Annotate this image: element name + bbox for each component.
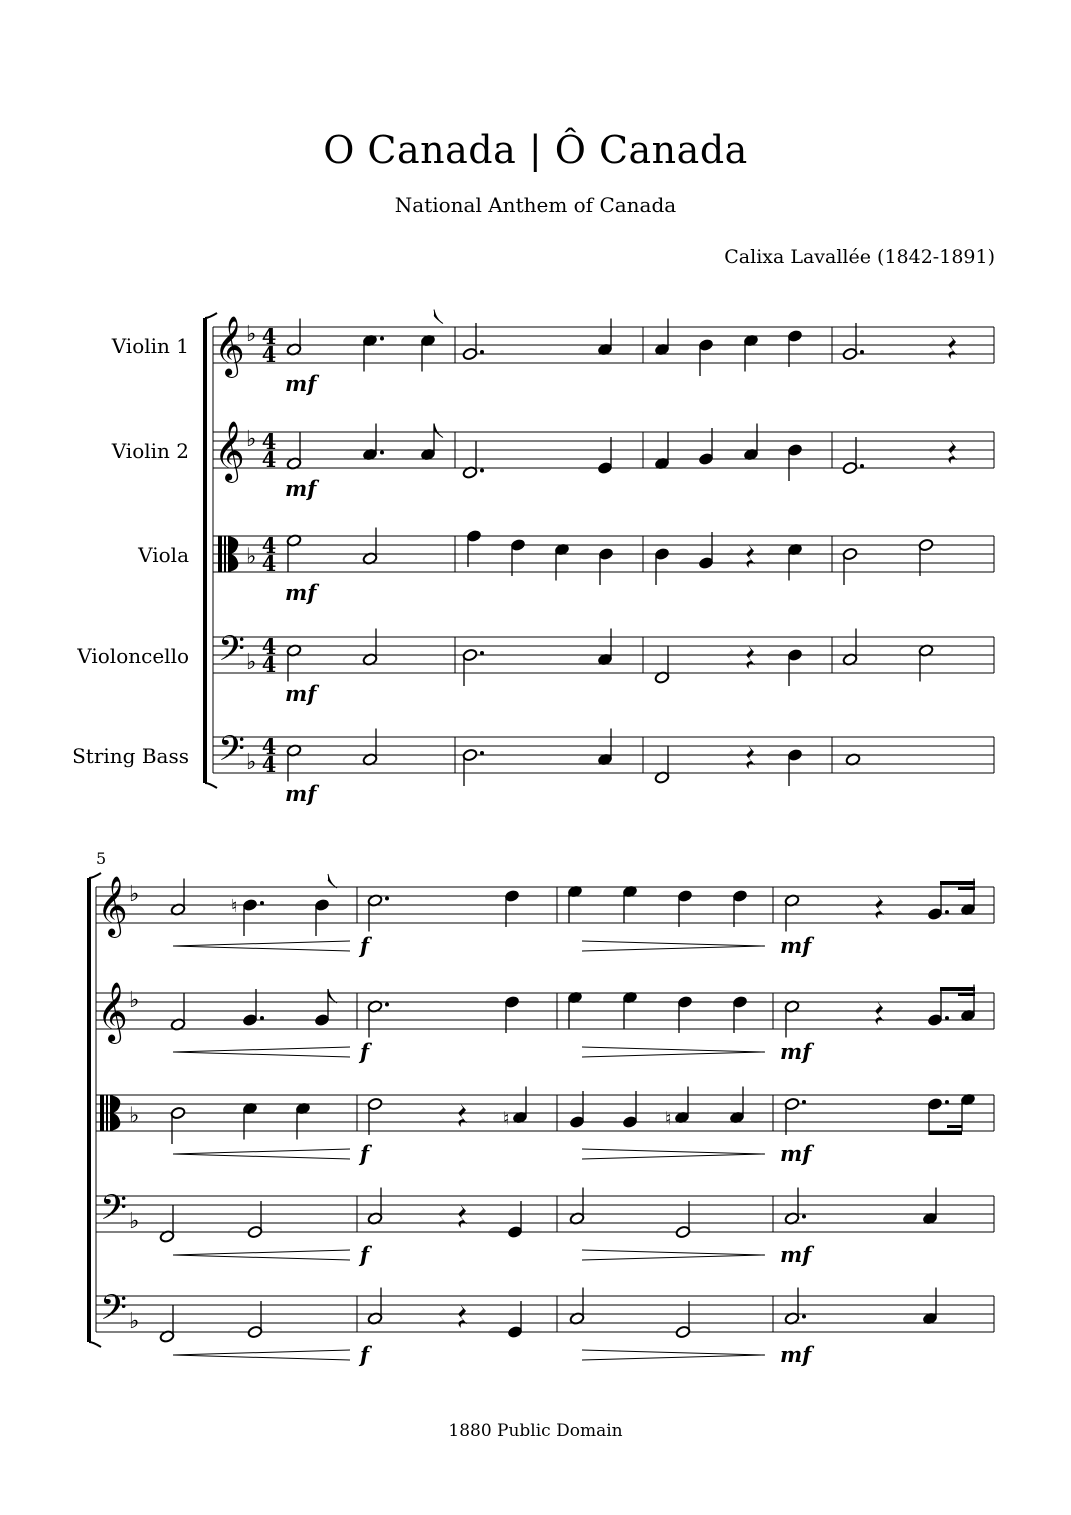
treble-clef-icon: 𝄞 xyxy=(97,982,128,1042)
eighth-flag xyxy=(434,424,443,438)
instrument-label: Viola xyxy=(138,543,189,567)
flat-icon: ♭ xyxy=(246,427,257,452)
crescendo-hairpin xyxy=(173,1154,350,1159)
quarter-rest-icon xyxy=(746,645,755,669)
crescendo-hairpin xyxy=(173,1355,350,1360)
augmentation-dot xyxy=(860,464,864,468)
decrescendo-hairpin xyxy=(582,1255,765,1260)
dynamic-marking: f xyxy=(360,933,370,958)
quarter-rest-icon xyxy=(458,1204,467,1228)
crescendo-hairpin xyxy=(173,946,350,951)
bass-clef-icon: 𝄢 xyxy=(218,628,246,677)
quarter-rest-icon xyxy=(746,745,755,769)
flat-icon: ♭ xyxy=(246,544,257,570)
eighth-flag xyxy=(328,989,337,1003)
crescendo-hairpin xyxy=(173,1255,350,1260)
time-signature-denominator: 4 xyxy=(261,342,277,367)
beam xyxy=(940,987,975,991)
eighth-flag xyxy=(434,310,443,324)
flat-icon: ♭ xyxy=(129,882,140,907)
decrescendo-hairpin xyxy=(582,1047,765,1052)
flat-icon: ♭ xyxy=(129,1209,140,1234)
beam xyxy=(940,881,975,885)
quarter-rest-icon xyxy=(458,1103,467,1127)
flat-icon: ♭ xyxy=(129,1309,140,1334)
dynamic-marking: mf xyxy=(285,681,317,706)
flat-icon: ♭ xyxy=(246,650,257,675)
dynamic-marking: mf xyxy=(285,476,317,501)
decrescendo-hairpin xyxy=(582,941,765,946)
dynamic-marking: f xyxy=(360,1342,370,1367)
time-signature-numerator: 4 xyxy=(261,324,277,349)
quarter-rest-icon xyxy=(458,1304,467,1328)
augmentation-dot xyxy=(802,1100,806,1104)
dynamic-marking: mf xyxy=(285,371,317,396)
flat-icon: ♭ xyxy=(129,1103,140,1129)
crescendo-hairpin xyxy=(173,1047,350,1052)
augmentation-dot xyxy=(260,1016,264,1020)
time-signature-denominator: 4 xyxy=(261,652,277,677)
bass-clef-icon: 𝄢 xyxy=(100,1187,128,1236)
natural-icon: ♮ xyxy=(231,896,238,917)
augmentation-dot xyxy=(385,897,389,901)
beam xyxy=(958,887,975,890)
eighth-flag xyxy=(328,874,337,888)
augmentation-dot xyxy=(380,451,384,455)
copyright-footer: 1880 Public Domain xyxy=(448,1421,623,1441)
dynamic-marking: mf xyxy=(780,933,812,958)
dynamic-marking: mf xyxy=(285,580,317,605)
natural-icon: ♮ xyxy=(503,1108,510,1130)
dynamic-marking: f xyxy=(360,1141,370,1166)
alto-clef-icon xyxy=(224,536,226,572)
augmentation-dot xyxy=(945,910,949,914)
beam xyxy=(958,993,975,996)
flat-icon: ♭ xyxy=(246,322,257,347)
treble-clef-icon: 𝄞 xyxy=(214,421,245,481)
augmentation-dot xyxy=(260,901,264,905)
decrescendo-hairpin xyxy=(582,1154,765,1159)
time-signature-numerator: 4 xyxy=(261,634,277,659)
quarter-rest-icon xyxy=(875,1001,884,1025)
flat-icon: ♭ xyxy=(246,750,257,775)
dynamic-marking: mf xyxy=(780,1039,812,1064)
decrescendo-hairpin xyxy=(582,1250,765,1255)
augmentation-dot xyxy=(802,1215,806,1219)
bass-clef-icon: 𝄢 xyxy=(218,728,246,777)
flat-icon: ♭ xyxy=(129,988,140,1013)
augmentation-dot xyxy=(802,1315,806,1319)
augmentation-dot xyxy=(480,350,484,354)
alto-clef-icon xyxy=(218,536,222,572)
dynamic-marking: mf xyxy=(285,781,317,806)
beam xyxy=(929,1131,962,1135)
instrument-label: Violin 1 xyxy=(111,334,189,358)
time-signature-denominator: 4 xyxy=(261,551,277,576)
time-signature-numerator: 4 xyxy=(261,533,277,558)
dynamic-marking: f xyxy=(360,1039,370,1064)
score-title: O Canada | Ô Canada xyxy=(323,128,748,172)
alto-clef-icon xyxy=(106,1095,108,1131)
decrescendo-hairpin xyxy=(582,1149,765,1154)
beam xyxy=(947,1125,962,1128)
time-signature-numerator: 4 xyxy=(261,734,277,759)
instrument-label: String Bass xyxy=(72,744,189,768)
treble-clef-icon: 𝄞 xyxy=(97,876,128,936)
time-signature-numerator: 4 xyxy=(261,429,277,454)
dynamic-marking: mf xyxy=(780,1342,812,1367)
alto-clef-icon xyxy=(100,1095,104,1131)
decrescendo-hairpin xyxy=(582,1350,765,1355)
measure-number: 5 xyxy=(96,849,107,868)
crescendo-hairpin xyxy=(173,1350,350,1355)
crescendo-hairpin xyxy=(173,1149,350,1154)
augmentation-dot xyxy=(860,350,864,354)
quarter-rest-icon xyxy=(746,544,755,568)
time-signature-denominator: 4 xyxy=(261,447,277,472)
system-bracket xyxy=(89,1342,101,1347)
bass-clef-icon: 𝄢 xyxy=(100,1287,128,1336)
quarter-rest-icon xyxy=(948,440,957,464)
natural-icon: ♮ xyxy=(665,1108,672,1130)
augmentation-dot xyxy=(480,469,484,473)
instrument-label: Violoncello xyxy=(77,644,189,668)
crescendo-hairpin xyxy=(173,1052,350,1057)
crescendo-hairpin xyxy=(173,941,350,946)
time-signature-denominator: 4 xyxy=(261,752,277,777)
crescendo-hairpin xyxy=(173,1250,350,1255)
augmentation-dot xyxy=(385,1003,389,1007)
composer-credit: Calixa Lavallée (1842-1891) xyxy=(724,246,995,268)
instrument-label: Violin 2 xyxy=(111,439,189,463)
score-subtitle: National Anthem of Canada xyxy=(394,193,677,217)
system-bracket xyxy=(205,783,217,788)
quarter-rest-icon xyxy=(948,335,957,359)
decrescendo-hairpin xyxy=(582,946,765,951)
decrescendo-hairpin xyxy=(582,1052,765,1057)
dynamic-marking: mf xyxy=(780,1242,812,1267)
dynamic-marking: mf xyxy=(780,1141,812,1166)
quarter-rest-icon xyxy=(875,895,884,919)
decrescendo-hairpin xyxy=(582,1355,765,1360)
augmentation-dot xyxy=(380,337,384,341)
augmentation-dot xyxy=(480,651,484,655)
dynamic-marking: f xyxy=(360,1242,370,1267)
treble-clef-icon: 𝄞 xyxy=(214,316,245,376)
augmentation-dot xyxy=(480,751,484,755)
augmentation-dot xyxy=(945,1016,949,1020)
augmentation-dot xyxy=(945,1100,949,1104)
